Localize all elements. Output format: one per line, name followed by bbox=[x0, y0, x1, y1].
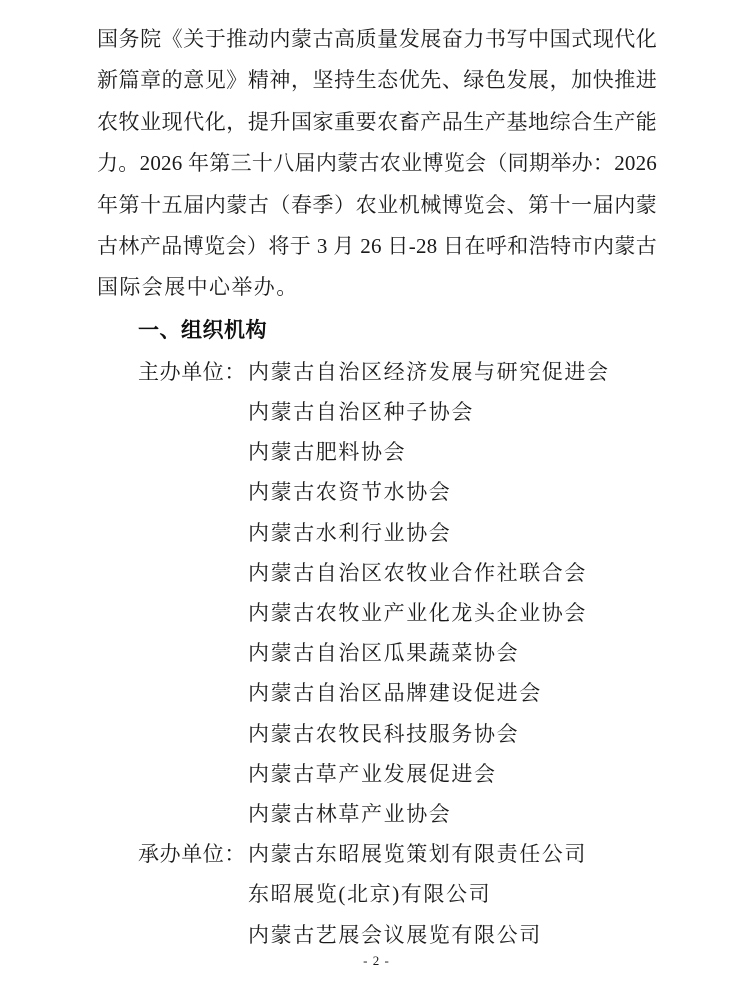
organizer-role-label bbox=[138, 633, 248, 673]
organizer-role-label bbox=[138, 513, 248, 553]
organizer-name: 内蒙古农牧业产业化龙头企业协会 bbox=[248, 601, 587, 626]
organizer-role-label bbox=[138, 794, 248, 834]
organizer-row bbox=[97, 915, 657, 955]
organizer-role-label: 主办单位： bbox=[138, 359, 246, 384]
organizer-role-label: 承办单位： bbox=[138, 842, 246, 867]
organizer-role-label bbox=[138, 593, 248, 633]
organizer-role-label bbox=[138, 553, 248, 593]
page-number: - 2 - bbox=[363, 953, 390, 968]
organizer-row bbox=[97, 432, 657, 472]
organizer-row bbox=[97, 352, 657, 392]
organizer-list bbox=[97, 352, 657, 955]
organizer-row bbox=[97, 553, 657, 593]
body-paragraph bbox=[97, 19, 657, 309]
organizer-row bbox=[97, 593, 657, 633]
paragraph-line: 国务院《关于推动内蒙古高质量发展奋力书写中国式现代化 bbox=[97, 27, 657, 51]
organizer-role-label bbox=[138, 714, 248, 754]
organizer-name: 内蒙古农资节水协会 bbox=[248, 480, 452, 505]
organizer-name: 东昭展览(北京)有限公司 bbox=[248, 882, 492, 907]
organizer-name: 内蒙古东昭展览策划有限责任公司 bbox=[248, 842, 587, 867]
paragraph-line: 年第十五届内蒙古（春季）农业机械博览会、第十一届内蒙 bbox=[97, 192, 657, 217]
organizer-name: 内蒙古农牧民科技服务协会 bbox=[248, 721, 520, 746]
organizer-role-label bbox=[138, 915, 248, 955]
organizer-role-label bbox=[138, 754, 248, 794]
organizer-name: 内蒙古自治区种子协会 bbox=[248, 400, 474, 425]
organizer-row bbox=[97, 392, 657, 432]
organizer-role-label bbox=[138, 392, 248, 432]
organizer-name: 内蒙古自治区瓜果蔬菜协会 bbox=[248, 641, 520, 666]
organizer-name: 内蒙古自治区农牧业合作社联合会 bbox=[248, 560, 587, 585]
organizer-row bbox=[97, 874, 657, 914]
organizer-role-label bbox=[138, 472, 248, 512]
organizer-row bbox=[97, 754, 657, 794]
paragraph-line: 古林产品博览会）将于 3 月 26 日-28 日在呼和浩特市内蒙古 bbox=[97, 234, 657, 259]
organizer-role-label bbox=[138, 673, 248, 713]
paragraph-line: 农牧业现代化，提升国家重要农畜产品生产基地综合生产能 bbox=[97, 109, 657, 134]
organizer-role-label bbox=[138, 432, 248, 472]
organizer-name: 内蒙古水利行业协会 bbox=[248, 520, 452, 545]
organizer-name: 内蒙古肥料协会 bbox=[248, 440, 407, 465]
paragraph-line: 国际会展中心举办。 bbox=[97, 275, 299, 300]
paragraph-line: 力。2026 年第三十八届内蒙古农业博览会（同期举办：2026 bbox=[97, 151, 657, 176]
organizer-row bbox=[97, 633, 657, 673]
organizer-row bbox=[97, 472, 657, 512]
document-content bbox=[97, 19, 657, 955]
paragraph-line: 新篇章的意见》精神，坚持生态优先、绿色发展，加快推进 bbox=[97, 68, 657, 93]
organizer-name: 内蒙古艺展会议展览有限公司 bbox=[248, 922, 542, 947]
organizer-row bbox=[97, 834, 657, 874]
organizer-row bbox=[97, 673, 657, 713]
organizer-row bbox=[97, 513, 657, 553]
organizer-name: 内蒙古草产业发展促进会 bbox=[248, 761, 497, 786]
organizer-role-label bbox=[138, 874, 248, 914]
section-heading: 一、组织机构 bbox=[138, 318, 267, 342]
page-footer bbox=[0, 953, 753, 969]
organizer-name: 内蒙古林草产业协会 bbox=[248, 802, 452, 827]
organizer-name: 内蒙古自治区品牌建设促进会 bbox=[248, 681, 542, 706]
organizer-row bbox=[97, 714, 657, 754]
organizer-name: 内蒙古自治区经济发展与研究促进会 bbox=[248, 359, 610, 384]
organizer-row bbox=[97, 794, 657, 834]
